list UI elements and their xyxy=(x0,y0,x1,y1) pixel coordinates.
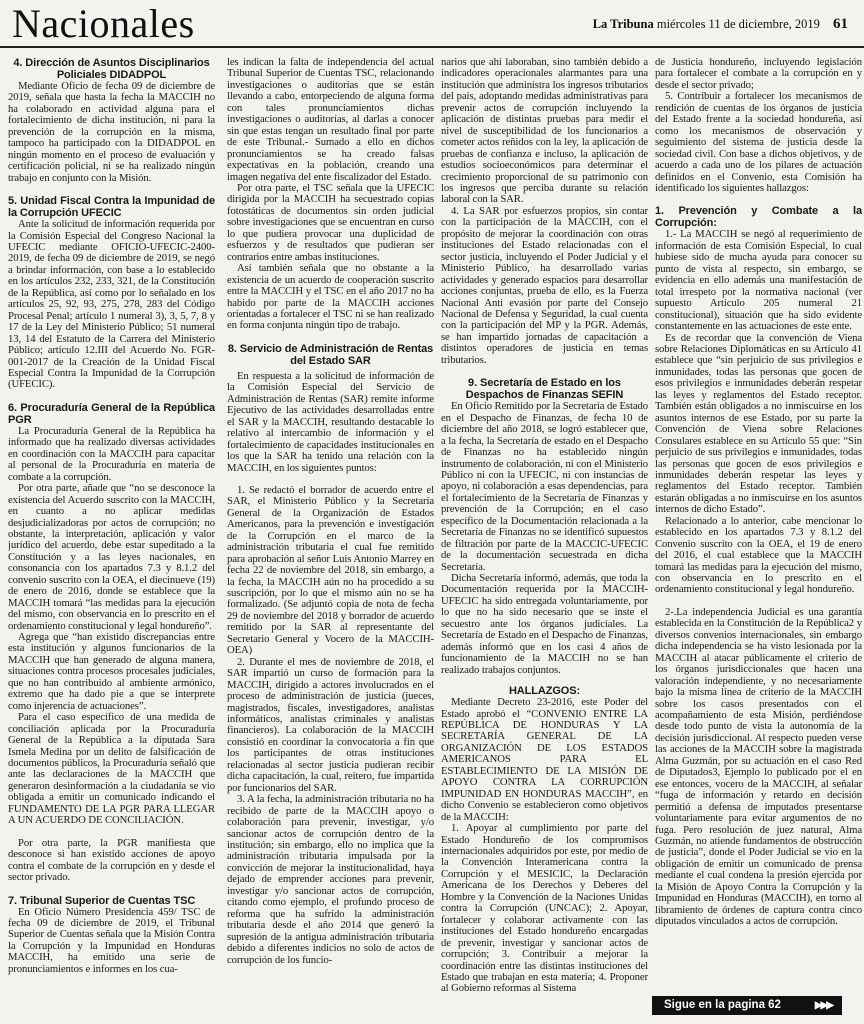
paragraph: 2-.La independencia Judicial es una garantía establecida en la Constitución de la República2 y diversos convenios internacionales, sin embargo dicha independencia se ha visto lesionada por la MACCIH al atacar públicamente el criterio de los órganos jurisdiccionales que hacen una valoración independiente, y no necesariamente bajo la misma línea de criterio de la MACCIH sobre los casos presentados con el acompañamiento de esta Misión, perdiéndose desde todo punto de vista la autonomía de la decisión jurisdiccional. Al respecto pueden verse las acciones de la MACCIH sobre la magistrada Alma Guzmán, por su actuación en el caso Red de Diputados3, Ejemplo lo publicado por el en ese entonces, vocero de la MACCIH, al señalar “fuga de información y retardo en decisión permitió a defensa de imputados presentarse voluntariamente para evitar argumentos de no fuga. Pero resolución de juez natural, Alma Guzmán, no atiende fundamentos de obstrucción de justicia”, donde el Poder Judicial se vio en la obligación de emitir un comunicado de prensa mediante el cual condena la presión ejercida por la Misión de Apoyo Contra la Corrupción y la Impunidad en Honduras (MACCIH), en torno al libramiento de órdenes de captura contra cinco diputados vinculados a actos de corrupción. xyxy=(655,605,862,928)
spacer xyxy=(8,391,215,402)
paragraph: En respuesta a la solicitud de información de la Comisión Especial del Servicio de Administración de Rentas (SAR) remite informe Ejecutivo de las actividades desarrolladas entre el SAR y la MACCIH, resultando destacable lo relativo al intercambio de información y el fortalecimiento de capacidades institucionales en los que la SAR ha tenido una relación con la MACCIH, en los siguientes puntos: xyxy=(227,369,434,474)
paragraph: 1.- La MACCIH se negó al requerimiento de información de esta Comisión Especial, lo cual hubiese sido de mucha ayuda para conocer su punto de vista al respecto, sin embargo, se evidencia en ello además una manifestación de total irrespeto por la normativa nacional (ver supuesto Artículo 205 numeral 21 constitucional), situación que ha sido evidente constantemente en las actuaciones de este ente. xyxy=(655,228,862,333)
heading-sar: 8. Servicio de Administración de Rentas del Estado SAR xyxy=(227,342,434,367)
column-4 xyxy=(655,57,862,1019)
paragraph: En Oficio Remitido por la Secretaría de Estado en el Despacho de Finanzas, de fecha 10 de diciembre del año 2018, se logró establecer que, a la fecha, la Secretaría de estado en el Despacho de Finanzas no ha establecido ningún instrumento de colaboración, ni con el Ministerio Público ni con la UFECIC, ni con instancias de apoyo, ni colaboración a esas dependencias, para el fortalecimiento de la Secretaría de Finanzas y prevención de la Corrupción; en el caso específico de la Documentación relacionada a la Secretaría de Finanzas no se identificó supuestos de filtración por parte de la MACCIC-UFECIC de la documentación secuestrada en dicha Secretaría. xyxy=(441,400,648,573)
continue-link[interactable] xyxy=(652,996,842,1015)
paragraph: Por otra parte, añade que “no se desconoce la existencia del Acuerdo suscrito con la MACCIH, en cuanto a no aplicar medidas desjudicializadoras por actos de corrupción; no obstante, la interpretación, aplicación y valor jurídico del acuerdo, debe estar supeditado a la Constitución y a las leyes nacionales, en consonancia con los apartados 7.3 y 8.1.2 del convenio suscrito con la OEA, el diecinueve (19) de enero de 2016, donde se establece que la MACCIH tomará “las medidas para la ejecución del mismo, con observancia en lo prescrito en el ordenamiento constitucional y legal hondureño”. xyxy=(8,482,215,632)
heading-prevencion: 1. Prevención y Combate a la Corrupción: xyxy=(655,205,862,230)
heading-ufecic: 5. Unidad Fiscal Contra la Impunidad de la Corrupción UFECIC xyxy=(8,195,215,220)
spacer xyxy=(655,194,862,205)
spacer xyxy=(227,332,434,343)
paragraph: Por otra parte, la PGR manifiesta que desconoce si han existido acciones de apoyo contra el combate de la corrupción en y desde el sector privado. xyxy=(8,836,215,884)
paragraph: narios que ahí laboraban, sino también debido a indicadores operacionales alarmantes para una institución que administra los ingresos tributarios del país, adoptando medidas administrativas para prevenir actos de corrupción incluyendo la aplicación de distintas pruebas para medir el nivel de susceptibilidad de los funcionarios a cometer actos reñidos con la ley, la aplicación de pruebas de confianza e incluso, la aplicación de estudios socioeconómicos para determinar el crecimiento proporcional de su patrimonio con los ingresos que perciba durante su relación laboral con la SAR. xyxy=(441,57,648,206)
paragraph: Para el caso específico de una medida de conciliación aplicada por la Procuraduría General de la República a la diputada Sara Ismela Medina por un delito de falsificación de documentos públicos, la Procuraduría señaló que ante las declaraciones de la MACCIH que generaron desinformación a la ciudadanía se vio obligada a emitir un comunicado indicando el FUNDAMENTO DE LA PGR PARA LLEGAR A UN ACUERDO DE CONCILIACIÓN. xyxy=(8,711,215,827)
column-3 xyxy=(441,57,648,1019)
paragraph: Es de recordar que la convención de Viena sobre Relaciones Diplomáticas en su Artículo 41 establece que “sin perjuicio de sus privilegios e inmunidades, todas las personas que gocen de esos privilegios e inmunidades deberán respetar las leyes y reglamentos del Estado receptor. También están obligados a no inmiscuirse en los asuntos internos de ese Estado, por su parte la Convención de Viena sobre Relaciones Consulares establece en su Artículo 55 que: “Sin perjuicio de sus privilegios e inmunidades, todas las personas que gocen de esos privilegios e inmunidades deberán respetar las leyes y reglamentos del Estado receptor. También estarán obligadas a no inmiscuirse en los asuntos internos de dicho Estado”. xyxy=(655,331,862,516)
newspaper-name: La Tribuna xyxy=(592,17,654,31)
heading-tsc: 7. Tribunal Superior de Cuentas TSC xyxy=(8,894,196,907)
paragraph: En Oficio Número Presidencia 459/ TSC de fecha 09 de diciembre de 2019, el Tribunal Superior de Cuentas señala que la Misión Contra la Corrupción y la Impunidad en Honduras MACCIH, ha emitido una serie de pronunciamientos e informes en los cua- xyxy=(8,905,215,975)
paragraph: 5. Contribuir a fortalecer los mecanismos de rendición de cuentas de los órganos de justicia del Estado frente a la sociedad hondureña, así como los mecanismos de observación y seguimiento del sistema de justicia desde la sociedad civil. Con base a dichos objetivos, y de acuerdo a cada uno de los pilares de actuación definidos en el Convenio, esta Comisión ha identificado los siguientes hallazgos: xyxy=(655,90,862,194)
column-2 xyxy=(227,57,434,1019)
spacer xyxy=(8,884,215,895)
page-header xyxy=(0,0,864,46)
paragraph: Dicha Secretaría informó, además, que toda la Documentación requerida por la MACCIH-UFECIC ha sido entregada voluntariamente, por lo que no ha sido necesario que se inste el secuestro ante los órganos judiciales. La Secretaría de Estado en el Despacho de Finanzas, además informó que en los casi 4 años de funcionamiento de la MACCIH no se han realizado trabajos conjuntos. xyxy=(441,572,648,676)
paragraph: de Justicia hondureño, incluyendo legislación para fortalecer el combate a la corrupción en y desde el sector privado; xyxy=(655,57,862,91)
triple-chevron-right-icon: ▶▶▶ xyxy=(814,1000,832,1011)
paragraph: 1. Se redactó el borrador de acuerdo entre el SAR, el Ministerio Público y la Secretaría General de la Organización de Estados Americanos, para la prevención e investigación de la Corrupción en el marco de la administración tributaria el cual fue remitido para aprobación al señor Luis Antonio Marrey en fecha 22 de noviembre del 2018, sin embargo, a la fecha, la MACCIH aún no ha procedido a su suscripción, por lo que el mismo aún no se ha formalizado. (Se adjuntó copia de nota de fecha 29 de noviembre del 2018 y borrador de acuerdo remitido por la SAR al representante del Secretario General y Vocero de la MACCIH-OEA) xyxy=(227,483,434,657)
paragraph: Agrega que “han existido discrepancias entre esta institución y algunos funcionarios de la MACCIH que han generado de alguna manera, situaciones contra procesos procesales judiciales, que no han contribuido al ambiente armónico, extremo que ha dado pie a que se interprete como injerencia de actuaciones”. xyxy=(8,631,215,712)
spacer xyxy=(441,676,648,685)
paragraph: 4. La SAR por esfuerzos propios, sin contar con la participación de la MACCIH, con el propósito de mejorar la coordinación con otras instituciones del Estado relacionadas con el sector justicia, incluyendo el Poder Judicial y el Ministerio Público, ha desarrollado varias actividades y generado espacios para desarrollar acciones conjuntas, prueba de ello, es la Fuerza Nacional Anti evasión por parte del Consejo Nacional de Defensa y Seguridad, la cual cuenta con la participación del MP y la PGR. Además, se han impartido jornadas de capacitación a distintos operadores de justicia en temas tributarios. xyxy=(441,204,648,366)
paragraph: Relacionado a lo anterior, cabe mencionar lo establecido en los apartados 7.3 y 8.1.2 del Convenio suscrito con la OEA, el 19 de enero del 2016, el cual establece que la MACCIH tomará las medidas para la ejecución del mismo, con observancia en lo prescrito en el ordenamiento constitucional y legal hondureño. xyxy=(655,514,862,596)
issue-date: miércoles 11 de diciembre, 2019 xyxy=(656,17,820,31)
header-rule xyxy=(0,46,864,48)
spacer xyxy=(441,366,648,377)
page-number: 61 xyxy=(833,16,848,32)
paragraph: Ante la solicitud de información requerida por la Comisión Especial del Congreso Nacional la UFECIC mediante OFICIO-UFECIC-2400-2019, de fecha 09 de diciembre de 2019, se negó a brindar información, con base a lo establecido en los artículos 232, 233, 321, de la Constitución de la República, así como por lo señalado en los artículos 25, 92, 93, 275, 278, 283 del Código Procesal Penal; artículo 1 numeral 3), 3, 5, 7, 8 y 17 de la Ley del Ministerio Público; 51 numeral 13, 14 del Estatuto de la Carrera del Ministerio Público; artículo 12.III del Acuerdo No. FGR-001-2017 de la Creación de la Unidad Fiscal Especial Contra la Impunidad de la Corrupción (UFECIC). xyxy=(8,218,215,391)
column-1 xyxy=(8,57,215,1019)
section-name: Nacionales xyxy=(12,1,195,46)
paragraph: La Procuraduría General de la República ha informado que ha realizado diversas actividades en coordinación con la MACCIH para capacitar al personal de la Procuraduría en materia de combate a la corrupción. xyxy=(8,424,215,483)
heading-sefin: 9. Secretaría de Estado en los Despachos de Finanzas SEFIN xyxy=(465,377,624,402)
continue-label: Sigue en la pagina 62 xyxy=(664,999,781,1011)
masthead-info xyxy=(593,16,848,33)
paragraph: 3. A la fecha, la administración tributaria no ha recibido de parte de la MACCIH apoyo o colaboración para prevenir, investigar, y/o sancionar actos de corrupción dentro de la institución; sin embargo, ello no implica que la administración tributaria impulsada por la convicción de mejorar la institucionalidad, haya dejado de emprender acciones para prevenir, investigar y/o sancionar actos de corrupción, citando como ejemplo, el profundo proceso de reforma que ha sufrido la administración tributaria desde el año 2014 que generó la supresión de la antigua administración tributaria debido a diferentes indicios no solo de actos de corrupción de los funcio- xyxy=(227,793,434,966)
paragraph: Por otra parte, el TSC señala que la UFECIC dirigida por la MACCIH ha secuestrado copias fotostáticas de documentos sin orden judicial sobre investigaciones que se encuentran en curso lo que pudiera provocar una duplicidad de esfuerzos y de resultados que pudieran ser contrarios entre ambas instituciones. xyxy=(227,181,434,263)
heading-didadpol: 4. Dirección de Asuntos Disciplinarios Policiales DIDADPOL xyxy=(13,57,210,81)
article-columns xyxy=(4,57,860,1019)
paragraph: les indican la falta de independencia del actual Tribunal Superior de Cuentas TSC, relacionando investigaciones o auditorías que se están llevando a cabo, entorpeciendo de alguna forma con tales pronunciamientos dichas investigaciones o auditorías, al darlas a conocer sin que estas tengan un resultado final por parte de este Tribunal.- Sumado a ello en dichos pronunciamientos se ha creado falsas expectativas en la población, creando una imagen negativa del ente fiscalizador del Estado. xyxy=(227,57,434,183)
paragraph: Mediante Decreto 23-2016, este Poder del Estado aprobó el “CONVENIO ENTRE LA REPÚBLICA DE HONDURAS Y LA SECRETARÍA GENERAL DE LA ORGANIZACIÓN DE LOS ESTADOS AMERICANOS PARA EL ESTABLECIMIENTO DE LA MISIÓN DE APOYO CONTRA LA CORRUPCIÓN IMPUNIDAD EN HONDURAS MACCIH”, en dicho Convenio se establecieron como objetivos de la MACCIH: xyxy=(441,696,648,823)
heading-pgr: 6. Procuraduría General de la República PGR xyxy=(8,401,215,426)
paragraph: Mediante Oficio de fecha 09 de diciembre de 2019, señala que hasta la fecha la MACCIH no ha colaborado en actividad alguna para el fortalecimiento de dicha institución, ni para la prevención de la corrupción en la misma, tampoco ha participado con la DIDADPOL en ningún momento en el proceso de evaluación y certificación policial, ni se ha realizado ningún trabajo en conjunto con la Misión. xyxy=(8,80,215,184)
spacer xyxy=(8,184,215,195)
paragraph: 1. Apoyar al cumplimiento por parte del Estado Hondureño de los compromisos internacionales adquiridos por este, por medio de la Convención Interamericana contra la Corrupción y el MESICIC, la Declaración Americana de los Derechos y Deberes del Hombre y la Convención de la Naciones Unidas contra la Corrupción (UNCAC); 2. Apoyar, fortalecer y colaborar activamente con las instituciones del Estado hondureño encargadas de prevenir, investigar y sancionar actos de corrupción; 3. Contribuir a mejorar la coordinación entre las distintas instituciones del Estado que trabajan en esta materia; 4. Proponer al Gobierno reformas al Sistema xyxy=(441,822,648,995)
paragraph: Así también señala que no obstante a la existencia de un acuerdo de cooperación suscrito entre la MACCIH y el TSC en el año 2017 no ha habido por parte de la MACCIH acciones orientadas a fortalecer el TSC ni se han realizado en forma conjunta ningún tipo de trabajo. xyxy=(227,262,434,332)
heading-hallazgos: HALLAZGOS: xyxy=(508,685,581,698)
paragraph: 2. Durante el mes de noviembre de 2018, el SAR impartió un curso de formación para la MACCIH, dirigido a actores involucrados en el proceso de administración de justicia (jueces, magistrados, fiscales, investigadores, analistas informáticos, analistas criminales y analistas financieros). La colaboración de la MACCIH consistió en coordinar la convocatoria a fin que los participantes de otras instituciones relacionadas al sector justicia pudieran recibir dicha capacitación, la cual, reitero, fue impartida por funcionarios del SAR. xyxy=(227,655,434,794)
